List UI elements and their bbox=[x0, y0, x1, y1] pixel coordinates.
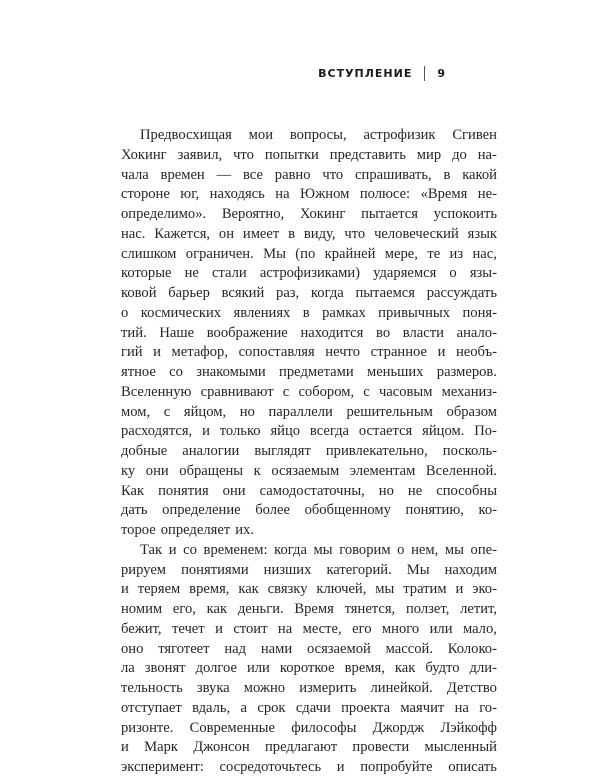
body-text bbox=[121, 126, 497, 778]
text-line: ятное со знакомыми предметами меньших размеров. bbox=[121, 364, 497, 380]
paragraph bbox=[121, 126, 497, 541]
text-line: Так и со временем: когда мы говорим о нем, мы опе- bbox=[140, 541, 497, 558]
text-line: отступает вдаль, а срок сдачи проекта маячит на го- bbox=[121, 699, 497, 716]
text-line: тельность звука можно измерить линейкой. Детство bbox=[121, 680, 497, 696]
text-line: оно тяготеет над нами осязаемой массой. Колоко- bbox=[121, 640, 497, 657]
text-line: чала времен — все равно что спрашивать, в какой bbox=[121, 166, 497, 183]
text-line: мом, с яйцом, но параллели решительным образом bbox=[121, 403, 497, 420]
text-line: Хокинг заявил, что попытки представить мир до на- bbox=[121, 146, 497, 163]
text-line: номим его, как деньги. Время тянется, ползет, летит, bbox=[121, 601, 497, 617]
page-number: 9 bbox=[437, 67, 446, 80]
text-line: нас. Кажется, он имеет в виду, что человеческий язык bbox=[121, 225, 497, 242]
text-line: определимо». Вероятно, Хокинг пытается успокоить bbox=[121, 206, 497, 222]
text-line: слишком ограничен. Мы (по крайней мере, те из нас, bbox=[121, 245, 497, 262]
text-line: ла звонят долгое или короткое время, как будто дли- bbox=[121, 660, 497, 677]
text-line: тий. Наше воображение находится во власти анало- bbox=[121, 324, 497, 341]
text-line: стороне юг, находясь на Южном полюсе: «Время не- bbox=[121, 186, 497, 203]
text-line: и Марк Джонсон предлагают провести мысленный bbox=[121, 739, 497, 756]
paragraph bbox=[121, 541, 497, 778]
text-line: торое определяет их. bbox=[121, 522, 254, 538]
text-line: бежит, течет и стоит на месте, его много или мало, bbox=[121, 620, 497, 637]
header-divider bbox=[424, 66, 425, 81]
text-line: ковой барьер всякий раз, когда пытаемся рассуждать bbox=[121, 285, 497, 301]
text-line: которые не стали астрофизиками) ударяемся о язы- bbox=[121, 265, 497, 282]
text-line: ку они обращены к осязаемым элементам Вселенной. bbox=[121, 462, 497, 479]
text-line: эксперимент: сосредоточьтесь и попробуйте описать bbox=[121, 759, 497, 775]
text-line: дать определение более обобщенному понятию, ко- bbox=[121, 502, 497, 519]
text-line: Вселенную сравнивают с собором, с часовым механиз- bbox=[121, 383, 497, 400]
text-line: о космических явлениях в рамках привычных поня- bbox=[121, 304, 497, 321]
text-line: ризонте. Современные философы Джордж Лэйкофф bbox=[121, 719, 497, 736]
text-line: расходятся, и только яйцо всегда остается яйцом. По- bbox=[121, 423, 497, 440]
text-line: и теряем время, как связку ключей, мы тратим и эко- bbox=[121, 581, 497, 598]
text-line: гий и метафор, сопоставляя нечто странное и необъ- bbox=[121, 344, 497, 361]
text-line: Как понятия они самодостаточны, но не способны bbox=[121, 482, 497, 499]
section-title: ВСТУПЛЕНИЕ bbox=[318, 67, 413, 80]
text-line: добные аналогии выглядят привлекательно, посколь- bbox=[121, 443, 497, 459]
text-line: Предвосхищая мои вопросы, астрофизик Сгивен bbox=[140, 127, 497, 143]
text-line: рируем понятиями низших категорий. Мы находим bbox=[121, 561, 497, 578]
running-head bbox=[318, 66, 446, 81]
